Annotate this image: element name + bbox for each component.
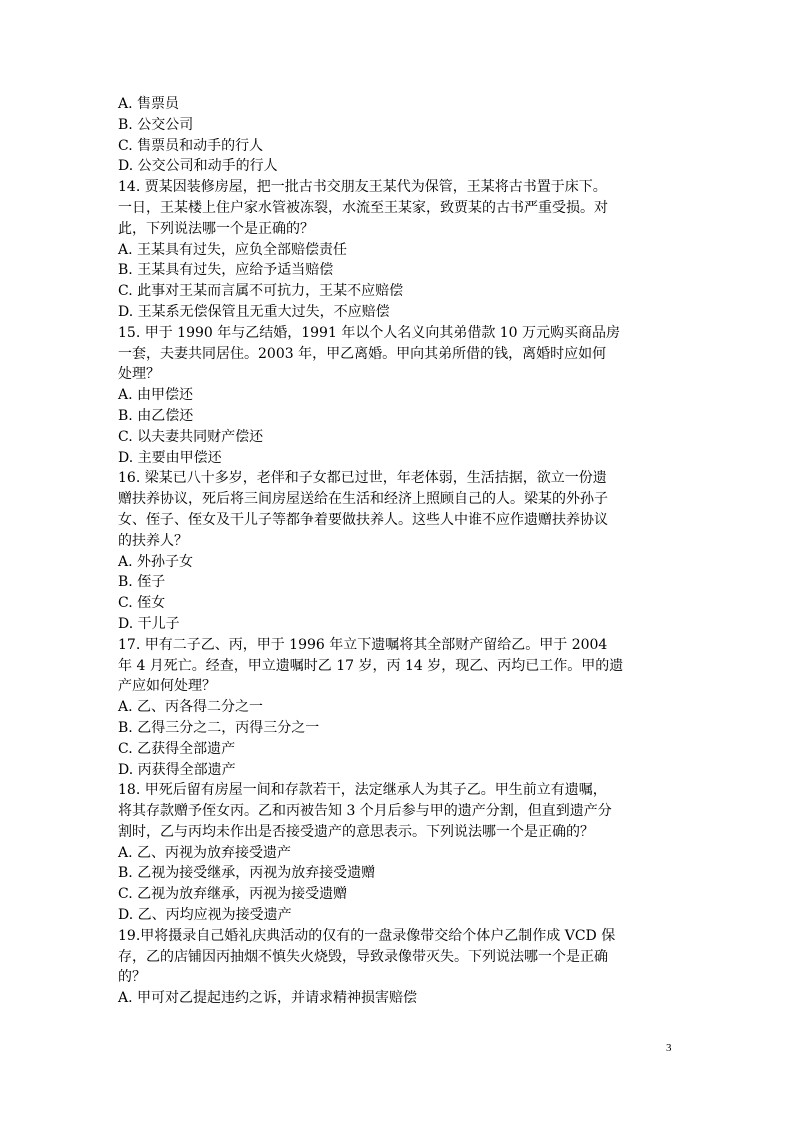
text-line: C. 售票员和动手的行人 (118, 137, 264, 154)
question-17-line: 产应如何处理？ (118, 678, 216, 695)
question-16-line: 16. 梁某已八十多岁，老伴和子女都已过世，年老体弱，生活拮据，欲立一份遗 (118, 470, 607, 487)
question-18-line: 割时，乙与丙均未作出是否接受遗产的意思表示。下列说法哪一个是正确的？ (118, 823, 594, 840)
option-line: B. 王某具有过失，应给予适当赔偿 (118, 262, 334, 279)
text-line: D. 公交公司和动手的行人 (118, 158, 278, 175)
option-line: B. 侄子 (118, 574, 166, 591)
question-19-line: 的？ (118, 969, 146, 986)
question-18-line: 18. 甲死后留有房屋一间和存款若干，法定继承人为其子乙。甲生前立有遗嘱， (118, 782, 607, 799)
question-15-line: 15. 甲于 1990 年与乙结婚，1991 年以个人名义向其弟借款 10 万元购买商品房 (118, 324, 621, 341)
text-line: A. 售票员 (118, 96, 180, 112)
question-18-line: 将其存款赠予侄女丙。乙和丙被告知 3 个月后参与甲的遗产分割，但直到遗产分 (118, 803, 612, 820)
question-19-line: 19.甲将摄录自己婚礼庆典活动的仅有的一盘录像带交给个体户乙制作成 VCD 保 (118, 927, 616, 944)
question-19-line: 存，乙的店铺因丙抽烟不慎失火烧毁，导致录像带灭失。下列说法哪一个是正确 (118, 948, 608, 965)
question-16-line: 女、侄子、侄女及干儿子等都争着要做扶养人。这些人中谁不应作遗赠扶养协议 (118, 511, 608, 528)
option-line: B. 由乙偿还 (118, 407, 194, 424)
question-16-line: 赠扶养协议，死后将三间房屋送给在生活和经济上照顾自己的人。梁某的外孙子 (118, 491, 608, 508)
question-17-line: 年 4 月死亡。经查，甲立遗嘱时乙 17 岁，丙 14 岁，现乙、丙均已工作。甲的遗 (118, 657, 624, 674)
document-body (118, 94, 678, 1009)
option-line: D. 主要由甲偿还 (118, 449, 222, 466)
question-14-line: 14. 贾某因装修房屋，把一批古书交朋友王某代为保管，王某将古书置于床下。 (118, 179, 607, 196)
option-line: A. 外孙子女 (118, 553, 194, 570)
option-line: C. 乙视为放弃继承，丙视为接受遗赠 (118, 886, 348, 903)
option-line: D. 丙获得全部遗产 (118, 761, 236, 778)
page-number: 3 (666, 1042, 672, 1054)
question-17-line: 17. 甲有二子乙、丙，甲于 1996 年立下遗嘱将其全部财产留给乙。甲于 2004 (118, 636, 608, 653)
option-line: C. 此事对王某而言属不可抗力，王某不应赔偿 (118, 283, 404, 300)
option-line: D. 王某系无偿保管且无重大过失，不应赔偿 (118, 303, 390, 320)
question-15-line: 一套，夫妻共同居住。2003 年，甲乙离婚。甲向其弟所借的钱，离婚时应如何 (118, 345, 607, 362)
option-line: A. 王某具有过失，应负全部赔偿责任 (118, 241, 348, 258)
option-line: A. 由甲偿还 (118, 387, 194, 404)
option-line: D. 乙、丙均应视为接受遗产 (118, 907, 292, 924)
question-14-line: 一日，王某楼上住户家水管被冻裂，水流至王某家，致贾某的古书严重受损。对 (118, 199, 608, 216)
option-line: D. 干儿子 (118, 615, 180, 632)
question-15-line: 处理？ (118, 366, 160, 383)
option-line: B. 乙视为接受继承，丙视为放弃接受遗赠 (118, 865, 376, 882)
option-line: C. 以夫妻共同财产偿还 (118, 428, 264, 445)
question-16-line: 的扶养人？ (118, 532, 188, 549)
option-line: A. 乙、丙各得二分之一 (118, 699, 264, 716)
text-line: B. 公交公司 (118, 116, 194, 133)
option-line: C. 侄女 (118, 595, 166, 612)
option-line: C. 乙获得全部遗产 (118, 740, 236, 757)
option-line: B. 乙得三分之二，丙得三分之一 (118, 719, 320, 736)
option-line: A. 乙、丙视为放弃接受遗产 (118, 844, 292, 861)
option-line: A. 甲可对乙提起违约之诉，并请求精神损害赔偿 (118, 990, 418, 1007)
question-14-line: 此，下列说法哪一个是正确的？ (118, 220, 314, 237)
